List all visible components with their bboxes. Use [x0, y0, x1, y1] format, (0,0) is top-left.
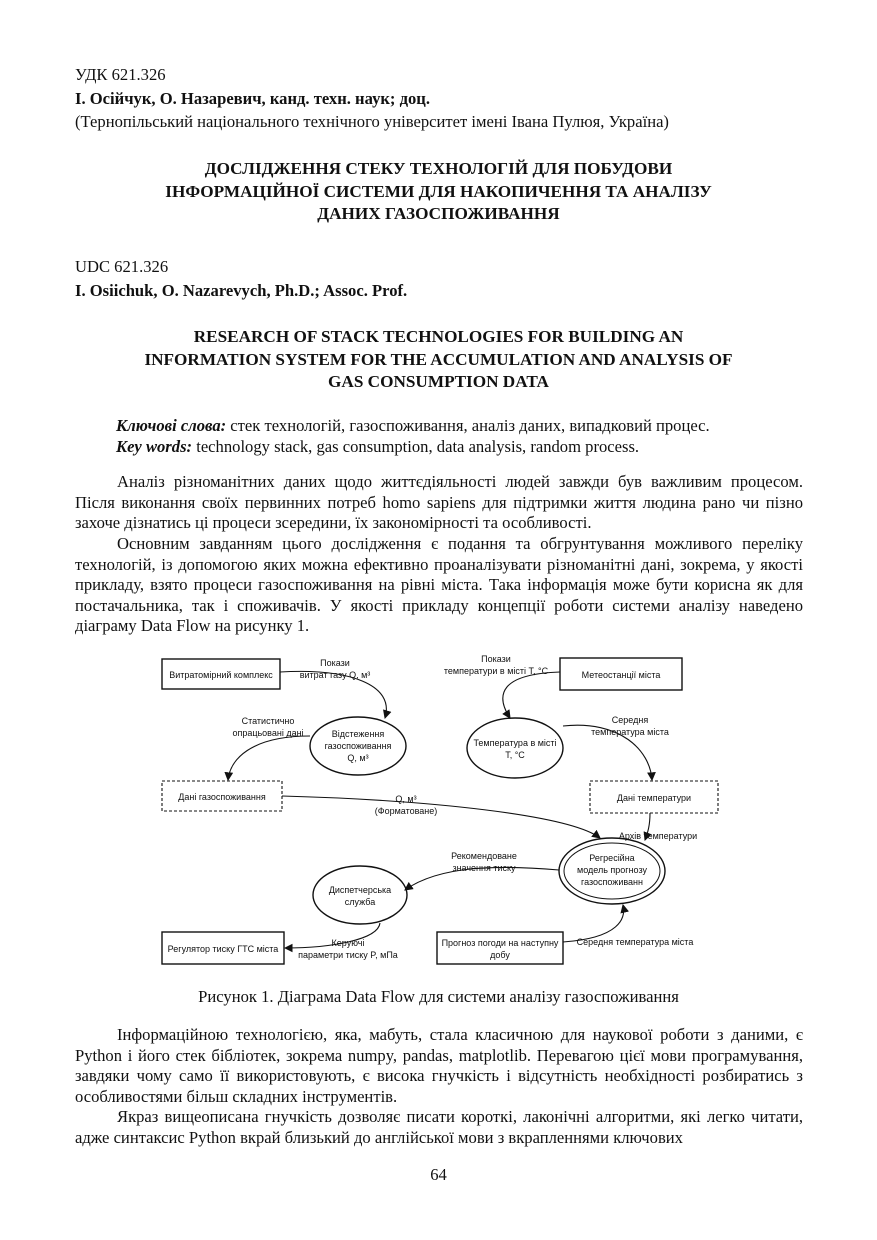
process-dispatch-label: служба	[344, 897, 376, 907]
keywords-en-text: technology stack, gas consumption, data analysis, random process.	[192, 437, 640, 456]
flow-stat-data-label: Статистично	[241, 716, 295, 726]
entity-meter-complex-label: Витратомірний комплекс	[169, 670, 273, 680]
title-ua	[60, 158, 817, 226]
paragraph-2: Основним завданням цього дослідження є подання та обгрунтування можливого переліку технологій, із допомогою яких можна ефективно проаналізувати різноманітні дані, зокрема, у якості прикладу, взято процеси газоспоживання на рівні міста. Така інформація може бути корисна як для постачальника, так і споживачів. У якості прикладу концепції роботи системи аналізу наведено діаграму Data Flow на рисунку 1.	[75, 534, 803, 636]
title-ua-line: ДАНИХ ГАЗОСПОЖИВАННЯ	[317, 204, 560, 223]
process-tracking-label: Q, м³	[347, 753, 369, 763]
udc-en: UDC 621.326	[75, 257, 169, 276]
flow-temp-readings-label: температури в місті T, °C	[443, 666, 549, 676]
process-dispatch	[313, 866, 407, 924]
process-city-temp-label: Температура в місті	[473, 738, 557, 748]
title-en-line: GAS CONSUMPTION DATA	[328, 372, 549, 391]
process-tracking-label: Відстеження	[331, 729, 385, 739]
title-ua-line: ІНФОРМАЦІЙНОЇ СИСТЕМИ ДЛЯ НАКОПИЧЕННЯ ТА АНАЛІЗУ	[165, 181, 712, 201]
keywords-en-label: Key words:	[116, 437, 193, 456]
data-flow-diagram	[150, 650, 730, 975]
title-en	[60, 326, 817, 394]
flow-recommended-pressure-label: Рекомендоване	[451, 851, 517, 861]
flow-q-formatted	[282, 796, 600, 838]
flow-temp-archive-label: Архів температури	[618, 831, 698, 841]
authors-ua: І. Осійчук, О. Назаревич, канд. техн. наук; доц.	[75, 89, 430, 108]
keywords-en	[116, 436, 639, 458]
flow-recommended-pressure-label: значення тиску	[452, 863, 516, 873]
store-temp-data-label: Дані температури	[616, 793, 692, 803]
process-regression-label: модель прогнозу	[577, 865, 647, 875]
paragraph-4: Якраз вищеописана гнучкість дозволяє писати короткі, лаконічні алгоритми, які легко читати, адже синтаксис Python вкрай близький до англійської мови з вкрапленнями ключових	[75, 1107, 803, 1147]
process-tracking-label: газоспоживання	[324, 741, 392, 751]
store-gas-data-label: Дані газоспоживання	[178, 792, 266, 802]
flow-gas-readings-label: Покази	[320, 658, 350, 668]
affiliation-ua: (Тернопільський національного технічного університет імені Івана Пулюя, Україна)	[75, 112, 669, 131]
keywords-ua	[116, 415, 710, 437]
flow-q-formatted-label: Q, м³	[395, 794, 417, 804]
figure-caption: Рисунок 1. Діаграма Data Flow для системи аналізу газоспоживання	[198, 987, 679, 1006]
flow-stat-data-label: опрацьовані дані	[232, 728, 304, 738]
process-regression-label: газоспоживанн	[581, 877, 643, 887]
flow-stat-data	[228, 736, 310, 780]
flow-control-params-label: параметри тиску P, мПа	[298, 950, 398, 960]
process-city-temp	[467, 718, 563, 778]
keywords-ua-label: Ключові слова:	[116, 416, 227, 435]
paragraph-1: Аналіз різноманітних даних щодо життєдіяльності людей завжди був важливим процесом. Після виконання своїх первинних потреб homo sapiens для підтримки життя людина рано чи пізно захоче дізнатись ці процеси зсередини, їх закономірності та особливості.	[75, 472, 803, 533]
flow-gas-readings-label: витрат газу Q, м³	[299, 670, 371, 680]
entity-pressure-regulator-label: Регулятор тиску ГТС міста	[167, 944, 279, 954]
process-regression-label: Регресійна	[589, 853, 635, 863]
entity-weather-forecast-label: добу	[490, 950, 510, 960]
flow-control-params-label: Керуючі	[331, 938, 365, 948]
title-en-line: RESEARCH OF STACK TECHNOLOGIES FOR BUILDING AN	[193, 327, 684, 346]
flow-avg-city-temp-label: температура міста	[591, 727, 669, 737]
page-number: 64	[430, 1165, 447, 1184]
flow-avg-temp-label: Середня температура міста	[576, 937, 694, 947]
keywords-ua-text: стек технологій, газоспоживання, аналіз даних, випадковий процес.	[226, 416, 710, 435]
title-en-line: INFORMATION SYSTEM FOR THE ACCUMULATION AND ANALYSIS OF	[144, 349, 733, 369]
title-ua-line: ДОСЛІДЖЕННЯ СТЕКУ ТЕХНОЛОГІЙ ДЛЯ ПОБУДОВИ	[204, 159, 673, 178]
flow-temp-readings	[503, 672, 560, 718]
entity-weather-stations-label: Метеостанції міста	[581, 670, 661, 680]
udc-ua: УДК 621.326	[75, 65, 166, 84]
process-dispatch-label: Диспетчерська	[328, 885, 392, 895]
authors-en: I. Osiichuk, O. Nazarevych, Ph.D.; Assoc. Prof.	[75, 281, 408, 300]
flow-avg-city-temp-label: Середня	[611, 715, 649, 725]
flow-temp-readings-label: Покази	[481, 654, 511, 664]
flow-q-formatted-label: (Форматоване)	[374, 806, 438, 816]
paragraph-3: Інформаційною технологією, яка, мабуть, стала класичною для наукової роботи з даними, є Python і його стек бібліотек, зокрема numpy, pandas, matplotlib. Перевагою цієї мови програмування, завдяки чому само її використовують, є висока гнучкість і відсутність необхідності розбиратись з особливостями більш складних інструментів.	[75, 1025, 803, 1106]
entity-weather-forecast-label: Прогноз погоди на наступну	[441, 938, 559, 948]
process-city-temp-label: T, °C	[505, 750, 525, 760]
